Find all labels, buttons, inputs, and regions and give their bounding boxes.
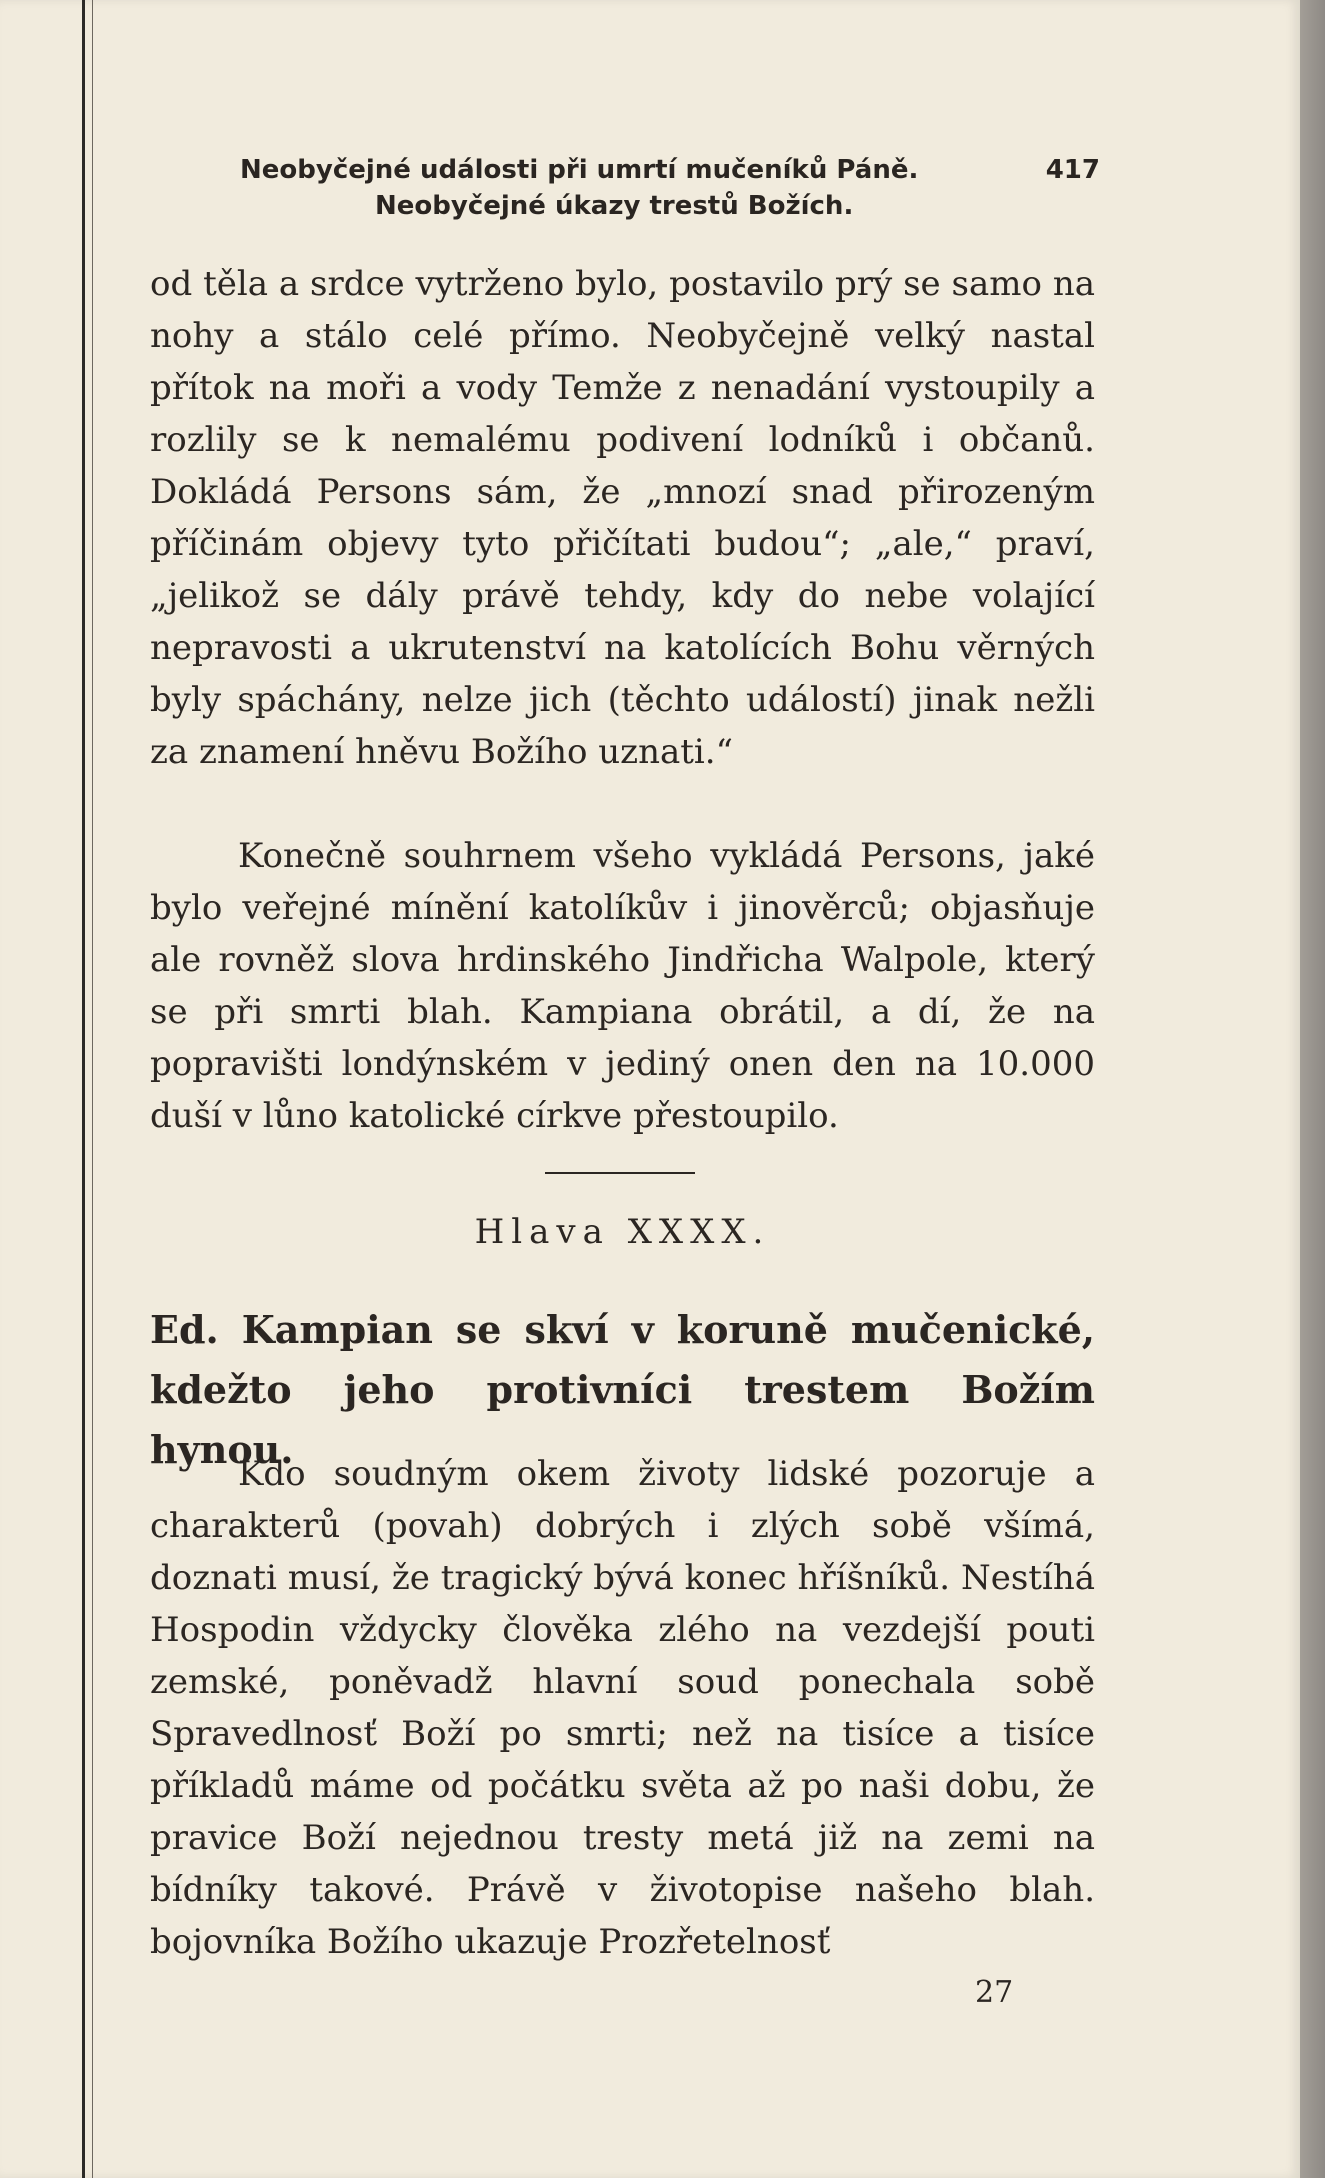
paragraph-text: Kdo soudným okem životy lidské pozoruje a charakterů (povah) dobrých i zlých sobě všímá, doznati musí, že tragický bývá konec hříšníků. Nestíhá Hospodin vždycky člověka zlého na vezdejší pouti zemské, poněvadž hlavní soud ponechala sobě Spravedlnosť Boží po smrti; než na tisíce a tisíce příkladů máme od počátku světa až po naši dobu, že pravice Boží nejednou tresty metá již na zemi na bídníky takové. Právě v životopise našeho blah. bojovníka Božího ukazuje Prozřetelnosť	[150, 1454, 1095, 1962]
page-number-header: 417	[1045, 155, 1100, 185]
binding-edge-inner	[92, 0, 93, 2178]
running-title: Neobyčejné události při umrtí mučeníků Páně.	[240, 155, 919, 185]
paragraph-text: Konečně souhrnem všeho vykládá Persons, jaké bylo veřejné mínění katolíkův i jinověrců; objasňuje ale rovněž slova hrdinského Jindřicha Walpole, který se při smrti blah. Kampiana obrátil, a dí, že na popravišti londýnském v jediný onen den na 10.000 duší v lůno katolické církve přestoupilo.	[150, 836, 1095, 1136]
running-subtitle: Neobyčejné úkazy trestů Božích.	[375, 191, 854, 221]
paragraph	[150, 1448, 1095, 1968]
running-header	[240, 152, 1100, 224]
signature-mark: 27	[975, 1975, 1014, 2010]
section-divider	[545, 1172, 695, 1174]
paragraph-continued	[150, 258, 1095, 778]
section-title: Ed. Kampian se skví v koruně mučenické, kdežto jeho protivníci trestem Božím hynou.	[150, 1307, 1095, 1472]
paragraph	[150, 830, 1095, 1142]
chapter-heading: Hlava XXXX.	[474, 1212, 771, 1252]
binding-edge	[82, 0, 85, 2178]
paragraph-text: od těla a srdce vytrženo bylo, postavilo prý se samo na nohy a stálo celé přímo. Neobyčejně velký nastal přítok na moři a vody Temže z nenadání vystoupily a rozlily se k nemalému podivení lodníků i občanů. Dokládá Persons sám, že „mnozí snad přirozeným příčinám objevy tyto přičítati budou“; „ale,“ praví, „jelikož se dály právě tehdy, kdy do nebe volající nepravosti a ukrutenství na katolících Bohu věrných byly spáchány, nelze jich (těchto událostí) jinak nežli za znamení hněvu Božího uznati.“	[150, 264, 1095, 772]
scan-background-edge	[1300, 0, 1325, 2178]
